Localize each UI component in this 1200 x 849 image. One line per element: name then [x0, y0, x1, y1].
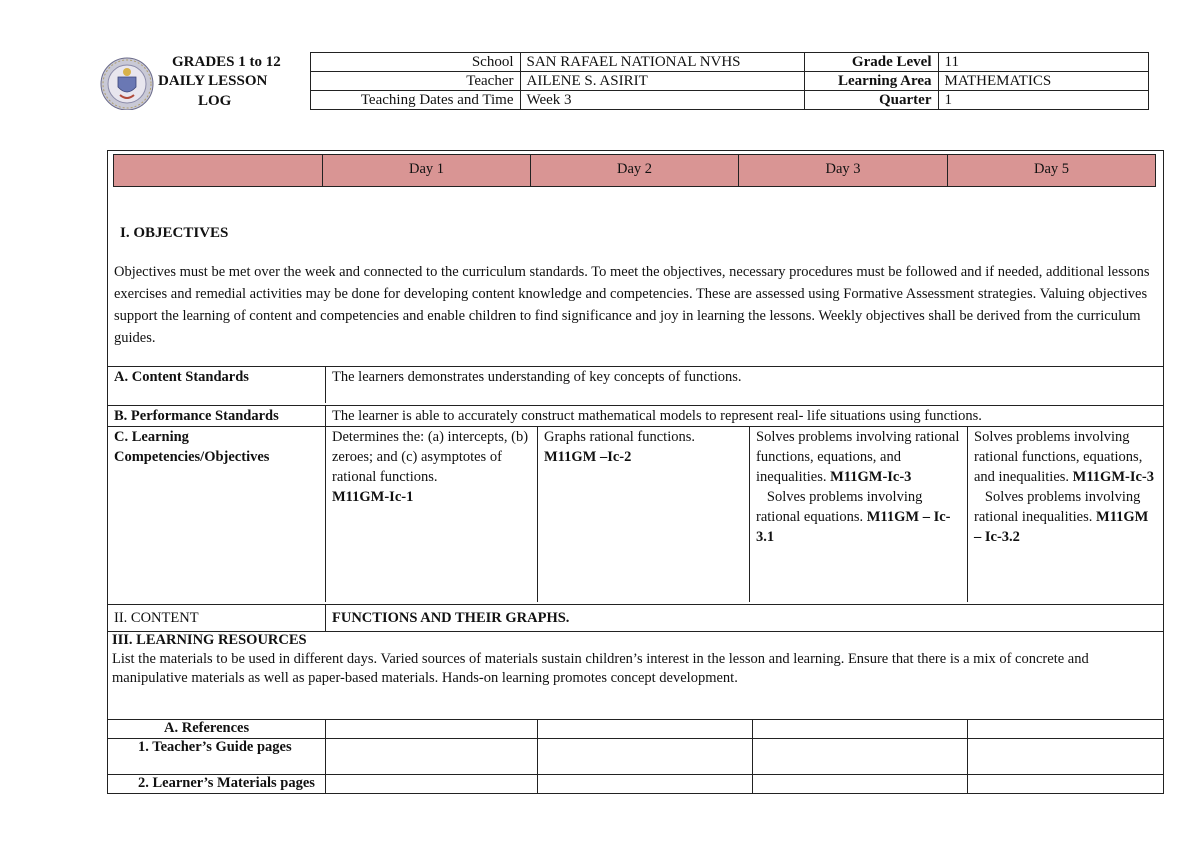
learning-resources-text: List the materials to be used in different days. Varied sources of materials sustain children’s interest in the lesson and learning. Ensure that there is a mix of concrete and manipulative materials as well as paper-based materials. Hands-on learning promotes concept development. [112, 651, 1089, 686]
competency-day1-code: M11GM-Ic-1 [332, 489, 414, 505]
competencies-row [108, 426, 1163, 602]
learners-materials-day2 [538, 774, 753, 793]
competency-day3-code: M11GM-Ic-3 [830, 469, 912, 485]
learners-materials-row [108, 774, 1163, 793]
teachers-guide-label: 1. Teacher’s Guide pages [108, 738, 326, 774]
day-header-row [108, 154, 1163, 187]
competency-day3-code2: M11GM – Ic-3.1 [756, 509, 951, 545]
dates-label: Teaching Dates and Time [310, 91, 520, 110]
school-label: School [310, 53, 520, 72]
references-day2 [538, 719, 753, 738]
title-line-2: DAILY LESSON [158, 72, 268, 89]
quarter-label: Quarter [804, 91, 938, 110]
performance-standards-value: The learner is able to accurately construct mathematical models to represent real- life situations using functions. [332, 408, 982, 424]
references-row [108, 719, 1163, 738]
grade-level-label: Grade Level [804, 53, 938, 72]
header-table [94, 52, 1149, 110]
competency-day5-text2: Solves problems involving rational inequalities. [974, 489, 1141, 525]
grade-level-value: 11 [938, 53, 1148, 72]
content-standards-label: A. Content Standards [108, 366, 326, 403]
competencies-label: C. Learning Competencies/Objectives [108, 426, 326, 602]
title-line-1: GRADES 1 to 12 [172, 53, 281, 70]
day-header-2: Day 2 [531, 154, 739, 187]
day-header-3: Day 3 [739, 154, 948, 187]
day-header-1: Day 1 [323, 154, 531, 187]
performance-standards-row [108, 405, 1163, 426]
references-day1 [326, 719, 538, 738]
references-label: A. References [108, 719, 326, 738]
competency-day2 [538, 426, 750, 602]
competency-day1 [326, 426, 538, 602]
content-standards-value: The learners demonstrates understanding of key concepts of functions. [332, 369, 742, 385]
deped-seal-icon [100, 55, 154, 110]
competency-day5-code2: M11GM – Ic-3.2 [974, 509, 1149, 545]
dates-value: Week 3 [520, 91, 804, 110]
content-label: II. CONTENT [108, 604, 326, 631]
competency-day3-text2: Solves problems involving rational equations. [756, 489, 923, 525]
references-day3 [753, 719, 968, 738]
performance-standards-label: B. Performance Standards [108, 405, 326, 426]
teachers-guide-day3 [753, 738, 968, 774]
teacher-label: Teacher [310, 72, 520, 91]
competency-day3-text: Solves problems involving rational functions, equations, and inequalities. [756, 429, 960, 485]
learners-materials-label: 2. Learner’s Materials pages [108, 774, 326, 793]
content-standards-row [108, 366, 1163, 403]
references-day5 [968, 719, 1163, 738]
teachers-guide-row [108, 738, 1163, 774]
quarter-value: 1 [938, 91, 1148, 110]
learning-area-value: MATHEMATICS [938, 72, 1148, 91]
teachers-guide-day1 [326, 738, 538, 774]
school-value: SAN RAFAEL NATIONAL NVHS [520, 53, 804, 72]
teachers-guide-day2 [538, 738, 753, 774]
title-block [94, 53, 310, 110]
learning-area-label: Learning Area [804, 72, 938, 91]
content-row [108, 604, 1163, 631]
objectives-text: Objectives must be met over the week and connected to the curriculum standards. To meet the objectives, necessary procedures must be followed and if needed, additional lessons exercises and remedial activities may be done for developing content knowledge and competencies. These are assessed using Formative Assessment strategies. Valuing objectives support the learning of content and competencies and enable children to find significance and joy in learning the lessons. Weekly objectives shall be derived from the curriculum guides. [114, 264, 1150, 346]
competency-day2-code: M11GM –Ic-2 [544, 449, 632, 465]
learners-materials-day5 [968, 774, 1163, 793]
title-line-3: LOG [198, 92, 232, 109]
content-value: FUNCTIONS AND THEIR GRAPHS. [332, 610, 570, 626]
teacher-value: AILENE S. ASIRIT [520, 72, 804, 91]
competency-day2-text: Graphs rational functions. [544, 429, 696, 445]
lesson-log-table [107, 150, 1164, 794]
day-header-5: Day 5 [948, 154, 1156, 187]
competency-day5-code: M11GM-Ic-3 [1072, 469, 1154, 485]
learners-materials-day3 [753, 774, 968, 793]
competency-day3 [750, 426, 968, 602]
learning-resources-title: III. LEARNING RESOURCES [112, 632, 307, 648]
competency-day5-text: Solves problems involving rational functions, equations, and inequalities. [974, 429, 1143, 485]
competency-day5 [968, 426, 1163, 602]
competency-day1-text: Determines the: (a) intercepts, (b) zeroes; and (c) asymptotes of rational functions. [332, 429, 529, 485]
teachers-guide-day5 [968, 738, 1163, 774]
objectives-title: I. OBJECTIVES [120, 225, 229, 241]
learners-materials-day1 [326, 774, 538, 793]
day-header-blank [113, 154, 323, 187]
